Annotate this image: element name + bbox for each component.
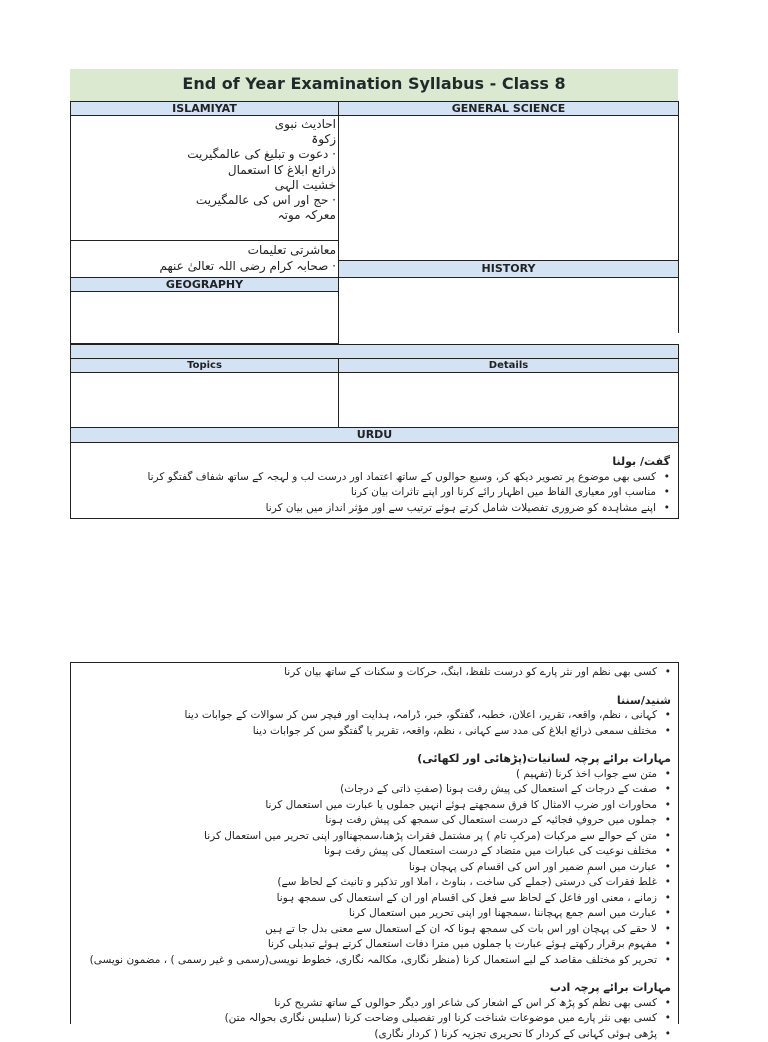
islamiyat-item: · صحابہ کرام رضی اللہ تعالیٰ عنھم: [74, 258, 336, 274]
urdu-header: URDU: [70, 427, 679, 443]
list-item: • جملوں میں حروفِ فجائیہ کے درست استعمال کی سمجھ کی پیش رفت ہونا: [81, 813, 671, 829]
list-item: • تحریر کو مختلف مقاصد کے لیے استعمال کرنا (منظر نگاری، مکالمہ نگاری، خطوط نویسی(رسمی و غیر رسمی ) ، مضمون نویسی): [81, 953, 671, 969]
history-header: HISTORY: [338, 260, 679, 278]
reading-writing-title: مہارات برائے پرچہ لسانیات(پڑھائی اور لکھائی): [81, 751, 671, 767]
page-title: End of Year Examination Syllabus - Class 8: [70, 69, 678, 101]
islamiyat-item: معاشرتی تعلیمات: [74, 242, 336, 258]
geography-content: [70, 291, 339, 344]
list-item: • محاورات اور ضرب الامثال کا فرق سمجھتے ہوئے انہیں جملوں یا عبارت میں استعمال کرنا: [81, 798, 671, 814]
list-item: • کسی بھی نظم کو پڑھ کر اس کے اشعار کی شاعر اور دیگر حوالوں کے ساتھ تشریح کرنا: [81, 996, 671, 1012]
islamiyat-item: خشیت الہی: [74, 178, 336, 193]
list-item: • غلط فقرات کی درستی (جملے کی ساخت ، بناوٹ ، املا اور تذکیر و تانیث کے لحاظ سے): [81, 875, 671, 891]
islamiyat-item: · دعوت و تبلیغ کی عالمگیریت: [74, 147, 336, 162]
islamiyat-item: احادیث نبوی: [74, 117, 336, 132]
islamiyat-header: ISLAMIYAT: [70, 101, 339, 116]
list-item: • مفہوم برقرار رکھتے ہوئے عبارت یا جملوں میں مترا دفات استعمال کرتے ہوئے تبدیلی کرنا: [81, 937, 671, 953]
history-content: [338, 277, 679, 333]
islamiyat-item: · حج اور اس کی عالمگیریت: [74, 193, 336, 208]
list-item: • مختلف سمعی ذرائع ابلاغ کی مدد سے کہانی ، نظم، واقعہ، تقریر یا گفتگو سن کر جوابات دینا: [81, 724, 671, 740]
list-item: • کسی بھی نظم اور نثر پارے کو درست تلفظ، ابنگ، حرکات و سکنات کے ساتھ بیان کرنا: [81, 665, 671, 681]
islamiyat-item: معرکہ موتہ: [74, 208, 336, 223]
list-item: • کسی بھی موضوع پر تصویر دیکھ کر، وسیع حوالوں کے ساتھ اعتماد اور درست لب و لہجہ کے ساتھ شفاف گفتگو کرنا: [80, 470, 670, 486]
list-item: • پڑھی ہوئی کہانی کے کردار کا تحریری تجزیہ کرنا ( کردار نگاری): [81, 1027, 671, 1042]
list-item: • اپنے مشاہدہ کو ضروری تفصیلات شامل کرتے ہوئے ترتیب سے اور مؤثر انداز میں بیان کرنا: [80, 501, 670, 517]
list-item: • صفت کے درجات کے استعمال کی پیش رفت ہونا (صفتِ ذاتی کے درجات): [81, 782, 671, 798]
listening-title: شنید/سننا: [81, 693, 671, 709]
section-divider: [70, 344, 679, 359]
list-item: • لا حقے کی پہچان اور اس بات کی سمجھ ہونا کہ ان کے استعمال سے معنی بدل جا تے ہیں: [81, 922, 671, 938]
list-item: • عبارت میں اسم جمع پہچاننا ،سمجھنا اور اپنی تحریر میں استعمال کرنا: [81, 906, 671, 922]
details-header: Details: [338, 358, 679, 373]
list-item: • زمانے ، معنی اور فاعل کے لحاظ سے فعل کی اقسام اور ان کے استعمال کی سمجھ ہونا: [81, 891, 671, 907]
literature-title: مہارات برائے پرچہ ادب: [81, 980, 671, 996]
details-content: [338, 372, 679, 428]
islamiyat-list-2: [74, 242, 336, 274]
general-science-content: [338, 115, 679, 261]
islamiyat-list: [74, 117, 336, 223]
general-science-header: GENERAL SCIENCE: [338, 101, 679, 116]
list-item: • عبارت میں اسمِ ضمیر اور اس کی اقسام کی پہچان ہونا: [81, 860, 671, 876]
list-item: • کہانی ، نظم، واقعہ، تقریر، اعلان، خطبہ، گفتگو، خبر، ڈرامہ، ہدایت اور فیچر سن کر سوالات کے جوابات دینا: [81, 708, 671, 724]
urdu-speaking-section: [80, 454, 670, 516]
list-item: • متن کے حوالے سے مرکبات (مرکبِ تام ) پر مشتمل فقرات پڑھنا،سمجھنااور اپنی تحریر میں استعمال کرنا: [81, 829, 671, 845]
list-item: • مناسب اور معیاری الفاظ میں اظہار رائے کرنا اور اپنے تاثرات بیان کرنا: [80, 485, 670, 501]
list-item: • متن سے جواب اخذ کرنا (تفہیم ): [81, 767, 671, 783]
islamiyat-item: ذرائع ابلاغ کا استعمال: [74, 163, 336, 178]
syllabus-page-2: [70, 662, 679, 1024]
list-item: • مختلف نوعیت کی عبارات میں متضاد کے درست استعمال کی پیش رفت ہونا: [81, 844, 671, 860]
topics-content: [70, 372, 339, 428]
geography-header: GEOGRAPHY: [70, 277, 339, 292]
topics-header: Topics: [70, 358, 339, 373]
islamiyat-item: زکوۃ: [74, 132, 336, 147]
urdu-speaking-title: گفت/ بولنا: [80, 454, 670, 470]
list-item: • کسی بھی نثر پارے میں موضوعات شناخت کرنا اور تفصیلی وضاحت کرنا (سلیس نگاری بحوالہ متن): [81, 1011, 671, 1027]
urdu-continued-content: [81, 665, 671, 1042]
